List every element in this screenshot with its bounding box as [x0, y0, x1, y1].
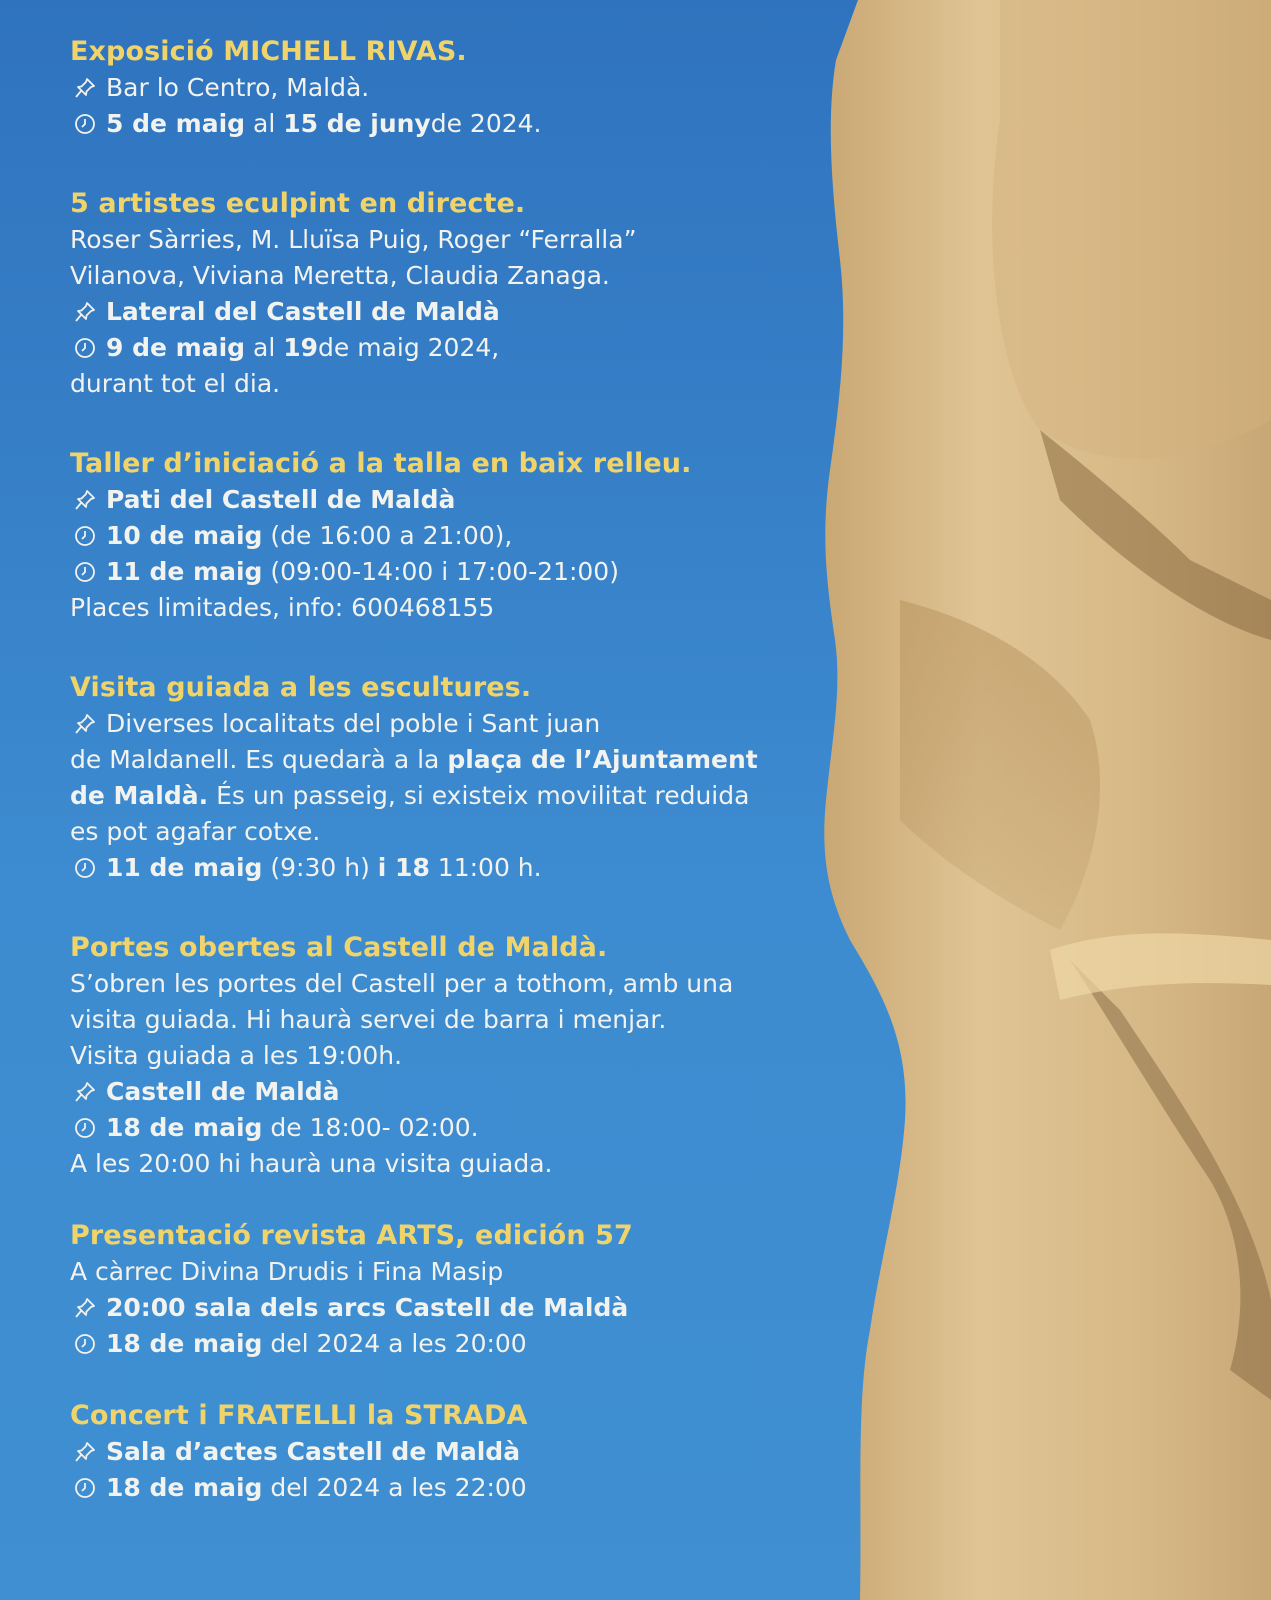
event-description: es pot agafar cotxe. — [70, 817, 321, 846]
event-presentacio-arts — [70, 1218, 810, 1362]
event-location: Lateral del Castell de Maldà — [70, 294, 810, 330]
event-taller — [70, 446, 810, 626]
event-title: Taller d’iniciació a la talla en baix relleu. — [70, 448, 692, 479]
event-description: de Maldà. És un passeig, si existeix movilitat reduida — [70, 781, 750, 810]
event-location: Castell de Maldà — [70, 1074, 810, 1110]
event-title: Visita guiada a les escultures. — [70, 672, 532, 703]
event-portes-obertes — [70, 930, 810, 1182]
event-note: A les 20:00 hi haurà una visita guiada. — [70, 1149, 553, 1178]
event-date: 10 de maig (de 16:00 a 21:00), — [70, 518, 810, 554]
event-list — [70, 34, 810, 1550]
event-description: A càrrec Divina Drudis i Fina Masip — [70, 1257, 504, 1286]
event-artistes — [70, 186, 810, 402]
event-date: 5 de maig al 15 de juny de 2024. — [70, 106, 810, 142]
event-location: Sala d’actes Castell de Maldà — [70, 1434, 810, 1470]
pin-icon — [70, 73, 100, 103]
event-location: Diverses localitats del poble i Sant juan — [70, 706, 810, 742]
clock-icon — [70, 1329, 100, 1359]
clock-icon — [70, 1473, 100, 1503]
event-date: 9 de maig al 19 de maig 2024, — [70, 330, 810, 366]
event-description: visita guiada. Hi haurà servei de barra i menjar. — [70, 1005, 667, 1034]
event-date: 11 de maig (09:00-14:00 i 17:00-21:00) — [70, 554, 810, 590]
clock-icon — [70, 557, 100, 587]
clock-icon — [70, 109, 100, 139]
event-location: Bar lo Centro, Maldà. — [70, 70, 810, 106]
pin-icon — [70, 1437, 100, 1467]
event-concert — [70, 1398, 810, 1506]
pin-icon — [70, 1077, 100, 1107]
event-date: 18 de maig del 2024 a les 22:00 — [70, 1470, 810, 1506]
clock-icon — [70, 333, 100, 363]
event-date: 18 de maig del 2024 a les 20:00 — [70, 1326, 810, 1362]
event-artists: Vilanova, Viviana Meretta, Claudia Zanaga. — [70, 261, 610, 290]
pin-icon — [70, 1293, 100, 1323]
event-description: Visita guiada a les 19:00h. — [70, 1041, 403, 1070]
event-visita-guiada — [70, 670, 810, 886]
event-info: Places limitades, info: 600468155 — [70, 593, 495, 622]
event-description: S’obren les portes del Castell per a tothom, amb una — [70, 969, 734, 998]
event-date: 11 de maig (9:30 h) i 18 11:00 h. — [70, 850, 810, 886]
clock-icon — [70, 853, 100, 883]
pin-icon — [70, 297, 100, 327]
event-title: Exposició MICHELL RIVAS. — [70, 36, 467, 67]
event-location: Pati del Castell de Maldà — [70, 482, 810, 518]
pin-icon — [70, 709, 100, 739]
clock-icon — [70, 1113, 100, 1143]
clock-icon — [70, 521, 100, 551]
event-title: Presentació revista ARTS, edición 57 — [70, 1220, 633, 1251]
event-location: 20:00 sala dels arcs Castell de Maldà — [70, 1290, 810, 1326]
event-title: 5 artistes eculpint en directe. — [70, 188, 526, 219]
event-title: Concert i FRATELLI la STRADA — [70, 1400, 528, 1431]
event-note: durant tot el dia. — [70, 369, 281, 398]
pin-icon — [70, 485, 100, 515]
event-description: de Maldanell. Es quedarà a la plaça de l’Ajuntament — [70, 745, 758, 774]
event-exposicio — [70, 34, 810, 142]
event-title: Portes obertes al Castell de Maldà. — [70, 932, 608, 963]
event-date: 18 de maig de 18:00- 02:00. — [70, 1110, 810, 1146]
event-artists: Roser Sàrries, M. Lluïsa Puig, Roger “Ferralla” — [70, 225, 637, 254]
